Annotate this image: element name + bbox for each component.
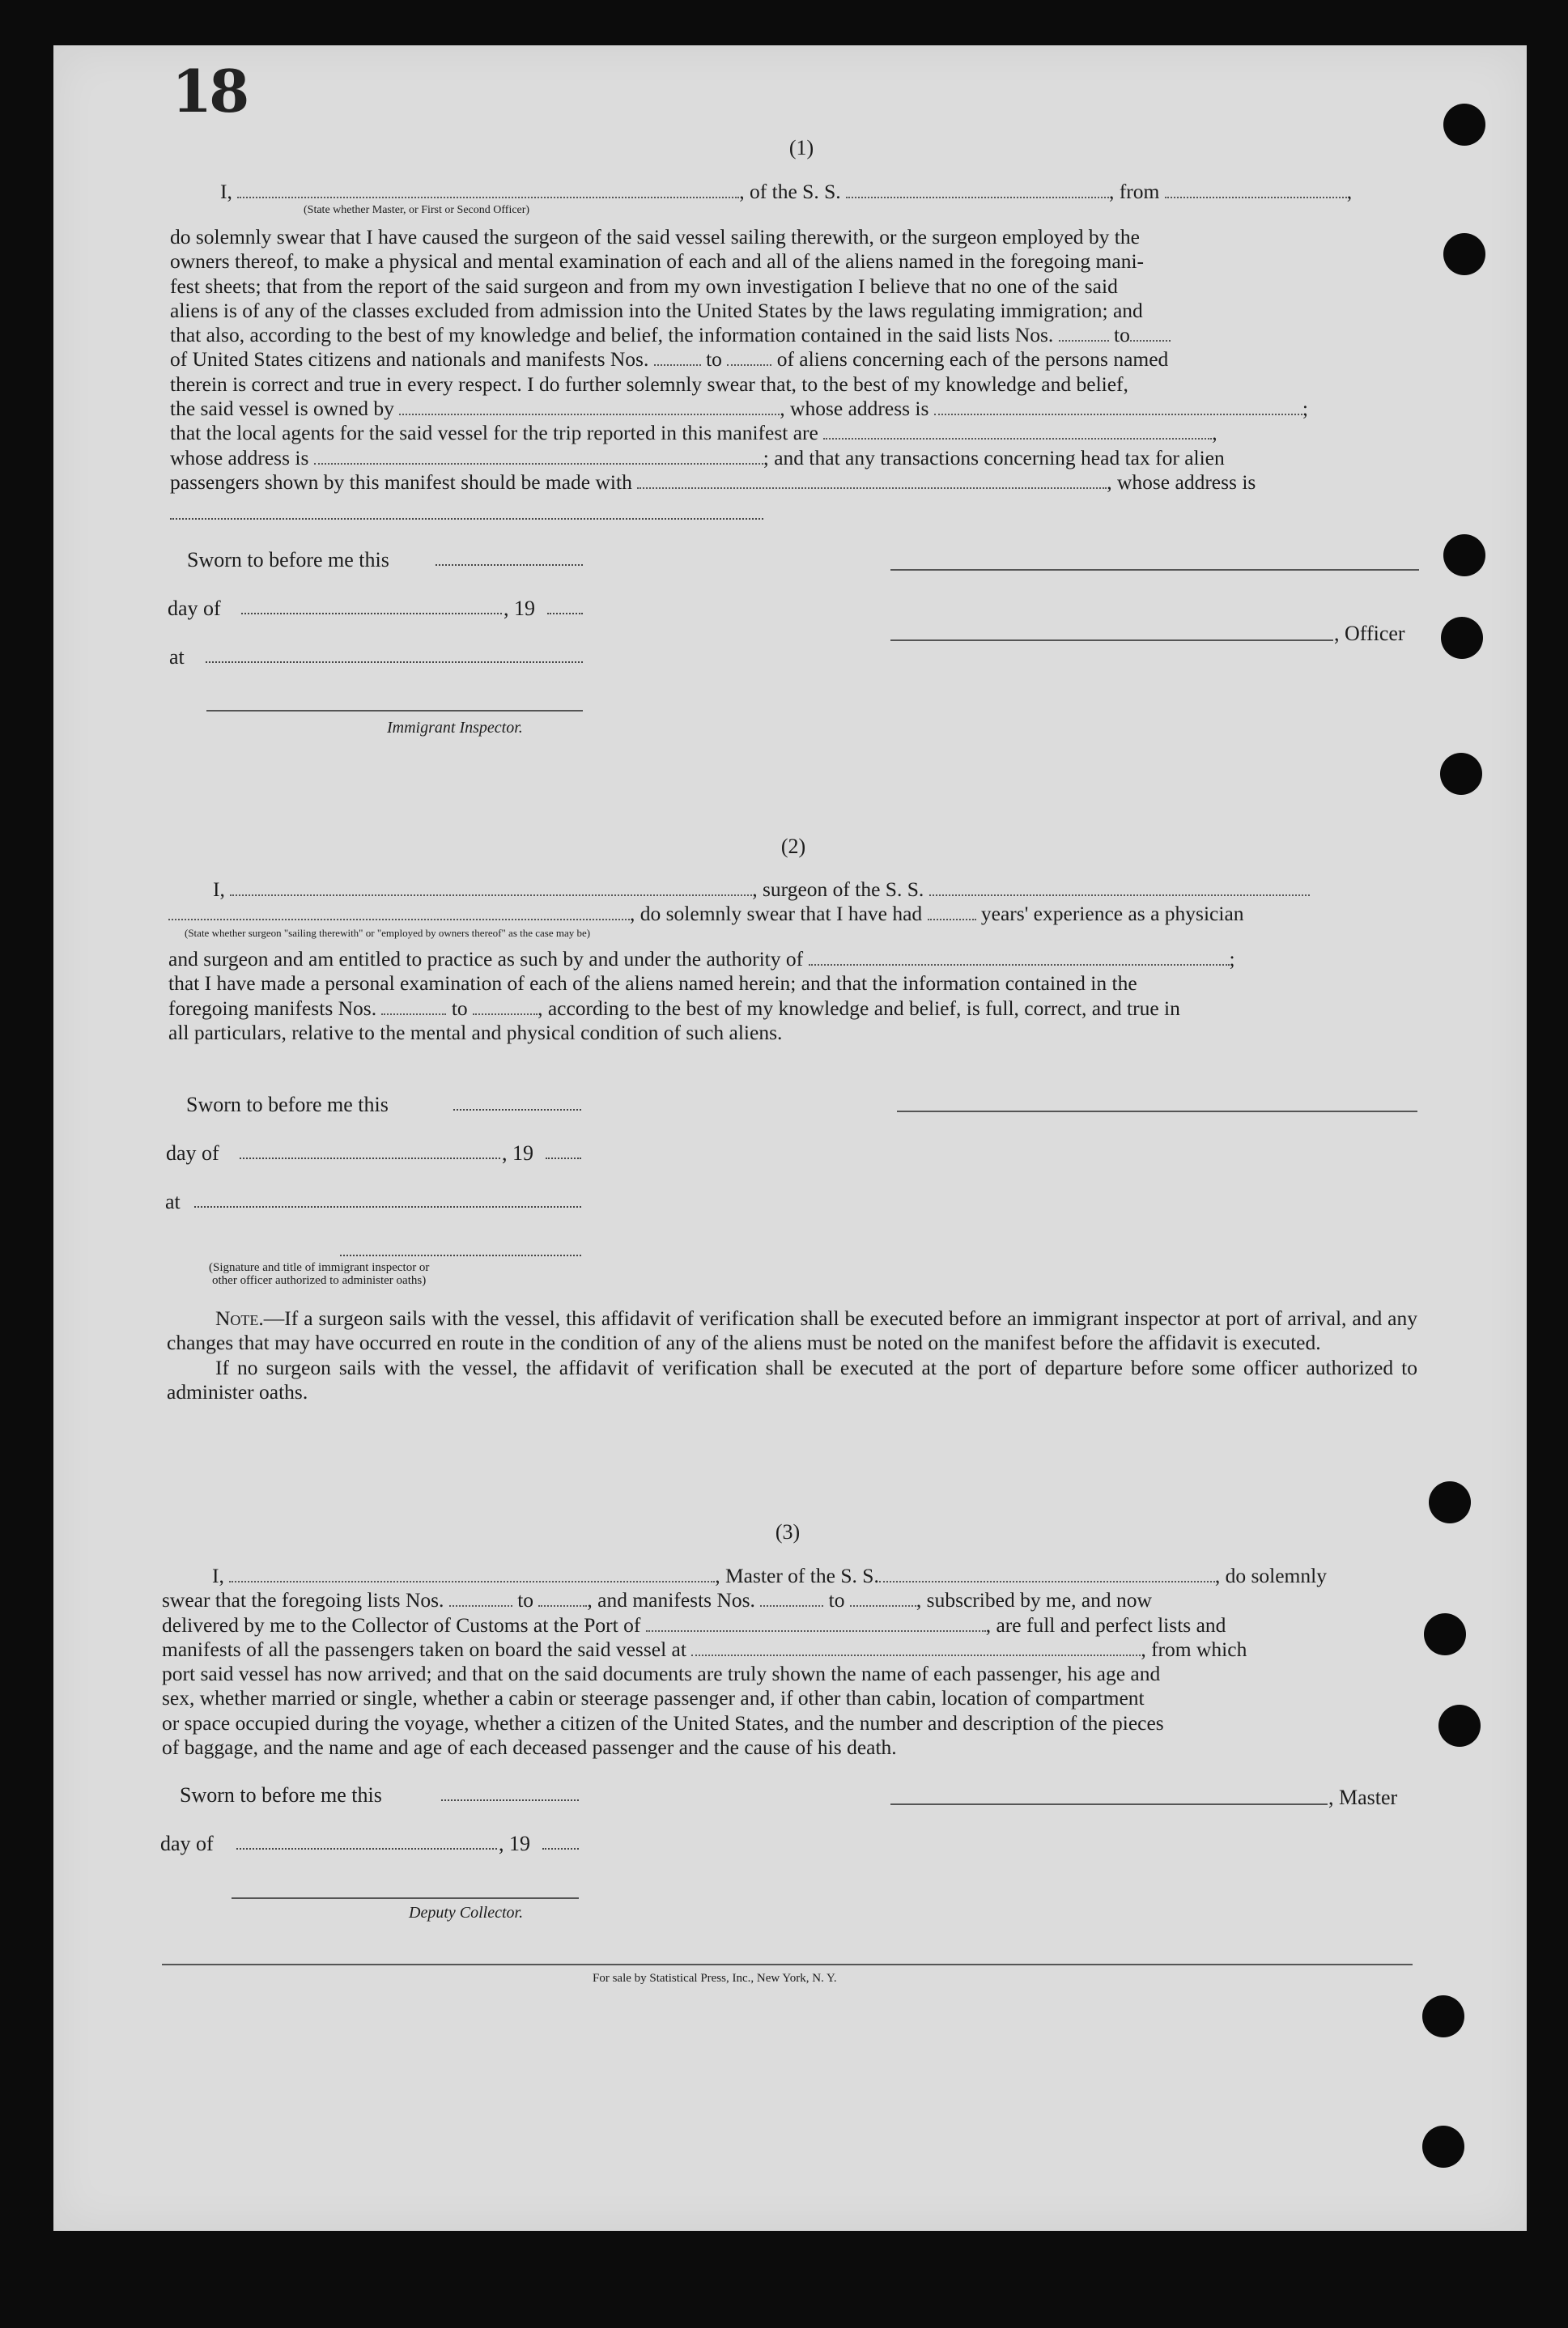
surgeon-signature-line[interactable] (897, 1111, 1417, 1112)
oath-line: do solemnly swear that I have caused the surgeon of the said vessel sailing therewith, or the surgeon employed by the (170, 225, 1140, 249)
day-of-field[interactable] (240, 1158, 500, 1159)
year-field[interactable] (547, 613, 583, 614)
oath-line: port said vessel has now arrived; and that on the said documents are truly shown the name of each passenger, his age and (162, 1662, 1161, 1686)
inspector-signature-line[interactable] (206, 710, 583, 712)
sworn-date-field[interactable] (441, 1799, 579, 1801)
oath-text: , surgeon of the S. S. (752, 877, 924, 901)
officer-name-field[interactable] (237, 182, 739, 198)
oath-text: to (451, 996, 468, 1020)
oath-line: owners thereof, to make a physical and mental examination of each and all of the aliens named in the foregoing mani- (170, 249, 1145, 274)
day-of-field[interactable] (236, 1848, 497, 1850)
at-label: at (169, 645, 185, 669)
punch-hole (1422, 1995, 1464, 2037)
oath-text: the said vessel is owned by (170, 397, 394, 421)
oath-text: that also, according to the best of my knowledge and belief, the information contained in the said lists Nos. (170, 323, 1054, 347)
footer-rule (162, 1964, 1413, 1965)
oath-line (170, 421, 1421, 445)
oath-text: , whose address is (780, 397, 929, 421)
origin-port-field[interactable] (1165, 182, 1347, 198)
oath-line (162, 1613, 1417, 1638)
officer-hint: (State whether Master, or First or Second Officer) (304, 204, 530, 216)
surgeon-capacity-field[interactable] (168, 904, 630, 920)
vessel-name-field[interactable] (846, 182, 1109, 198)
oath-text: , (1212, 421, 1217, 445)
punch-hole (1443, 534, 1485, 576)
authority-field[interactable] (809, 949, 1230, 966)
agents-address-field[interactable] (314, 448, 763, 465)
oath-line (162, 1638, 1417, 1662)
oath-text: of United States citizens and nationals and manifests Nos. (170, 347, 649, 372)
oath-line (170, 397, 1421, 421)
oath-text: I, (212, 1564, 224, 1587)
day-of-label: day of (166, 1141, 219, 1165)
punch-hole (1443, 233, 1485, 275)
oath-line (168, 877, 1419, 902)
punch-hole (1424, 1613, 1466, 1655)
master-signature-line[interactable] (890, 1803, 1328, 1805)
oath-text: foregoing manifests Nos. (168, 996, 377, 1020)
oath-text: years' experience as a physician (980, 902, 1244, 926)
oath-line: that I have made a personal examination of each of the aliens named herein; and that the information contained in the (168, 971, 1137, 996)
punch-hole (1441, 617, 1483, 659)
oath-text: ; (1229, 947, 1235, 971)
oath-text: ; and that any transactions concerning head tax for alien (763, 445, 1225, 469)
section-2-body (168, 947, 1419, 1045)
surgeon-manifests-from-field[interactable] (381, 999, 446, 1015)
day-of-label: day of (160, 1832, 214, 1855)
oath-text: ; (1302, 397, 1308, 421)
section-1-body (170, 225, 1421, 495)
note-text: —If a surgeon sails with the vessel, this affidavit of verification shall be executed before an immigrant inspector at port of arrival, and any changes that may have occurred en route in the condition of any of the aliens must be noted on the manifest before the affidavit is executed. (167, 1306, 1417, 1355)
printer-credit: For sale by Statistical Press, Inc., New York, N. Y. (593, 1972, 837, 1985)
oath-text: , (1346, 180, 1353, 203)
oath-text: to (828, 1588, 845, 1612)
oath-text: and surgeon and am entitled to practice as such by and under the authority of (168, 947, 804, 971)
inspector-caption: Immigrant Inspector. (387, 719, 523, 737)
lists-to-field[interactable] (1130, 325, 1171, 342)
head-tax-party-field[interactable] (637, 473, 1107, 489)
agents-field[interactable] (823, 423, 1212, 440)
oath-line: fest sheets; that from the report of the said surgeon and from my own investigation I believe that no one of the said (170, 274, 1118, 298)
year-label: , 19 (504, 597, 535, 620)
oath-text: manifests of all the passengers taken on board the said vessel at (162, 1637, 686, 1661)
at-field[interactable] (206, 661, 583, 663)
master-manifests-to-field[interactable] (850, 1591, 916, 1607)
years-experience-field[interactable] (928, 904, 976, 920)
oath-text: , do solemnly (1214, 1564, 1327, 1587)
section-2-note (167, 1306, 1417, 1404)
oath-text: , from which (1141, 1637, 1247, 1661)
punch-hole (1440, 753, 1482, 795)
punch-hole (1422, 2126, 1464, 2168)
sworn-label: Sworn to before me this (187, 548, 389, 571)
punch-hole (1443, 104, 1485, 146)
oath-text: , whose address is (1107, 469, 1256, 494)
oath-line: of baggage, and the name and age of each deceased passenger and the cause of his death. (162, 1735, 897, 1760)
year-label: , 19 (502, 1141, 533, 1165)
owner-field[interactable] (399, 399, 780, 415)
sworn-label: Sworn to before me this (186, 1093, 389, 1116)
embarkation-port-field[interactable] (691, 1640, 1141, 1656)
oath-text: to (1114, 323, 1130, 347)
oath-text: to (517, 1588, 534, 1612)
oath-text: of aliens concerning each of the persons named (776, 347, 1169, 372)
inspector-signature-line[interactable] (340, 1255, 581, 1256)
officer-signature-line-2[interactable] (890, 639, 1333, 641)
master-vessel-field[interactable] (879, 1566, 1215, 1582)
oath-text: whose address is (170, 445, 309, 469)
section-1-number: (1) (788, 136, 814, 159)
oath-text: to (706, 347, 722, 372)
note-paragraph-2: If no surgeon sails with the vessel, the affidavit of verification shall be executed at the port of departure before some officer authorized to administer oaths. (167, 1355, 1417, 1404)
owner-address-field[interactable] (934, 399, 1302, 415)
collector-signature-line[interactable] (232, 1897, 579, 1899)
sworn-date-field[interactable] (453, 1109, 581, 1111)
year-field[interactable] (542, 1848, 579, 1850)
master-label: , Master (1328, 1786, 1398, 1809)
at-field[interactable] (194, 1206, 581, 1208)
collector-caption: Deputy Collector. (409, 1904, 524, 1922)
oath-text: I, (220, 180, 232, 203)
oath-text: , and manifests Nos. (587, 1588, 755, 1612)
port-field[interactable] (646, 1616, 986, 1632)
oath-text: , subscribed by me, and now (916, 1588, 1152, 1612)
oath-line (162, 1588, 1417, 1612)
section-3-oath (162, 1564, 1417, 1760)
oath-line (170, 446, 1421, 470)
section-3-number: (3) (775, 1520, 801, 1544)
oath-text: I, (213, 877, 225, 901)
oath-line (168, 902, 1419, 926)
year-label: , 19 (499, 1832, 530, 1855)
master-manifests-from-field[interactable] (760, 1591, 823, 1607)
head-tax-address-field[interactable] (170, 518, 763, 520)
sworn-date-field[interactable] (436, 564, 583, 566)
day-of-label: day of (168, 597, 221, 620)
officer-signature-line-1[interactable] (890, 569, 1419, 571)
oath-text: , are full and perfect lists and (985, 1612, 1226, 1637)
oath-line (170, 470, 1421, 495)
oath-text: passengers shown by this manifest should be made with (170, 469, 632, 494)
surgeon-name-field[interactable] (230, 880, 752, 896)
oath-text: swear that the foregoing lists Nos. (162, 1588, 444, 1612)
surgeon-hint: (State whether surgeon "sailing therewith" or "employed by owners thereof" as the case may be) (185, 927, 591, 939)
master-lists-from-field[interactable] (449, 1591, 512, 1607)
manifests-to-field[interactable] (727, 350, 771, 366)
oath-text: , do solemnly swear that I have had (630, 902, 923, 926)
oath-line (170, 347, 1421, 372)
surgeon-manifests-to-field[interactable] (473, 999, 538, 1015)
punch-hole (1429, 1481, 1471, 1523)
oath-line (162, 1564, 1417, 1588)
oath-text: , of the S. S. (739, 180, 841, 203)
page-number: 18 (172, 57, 247, 125)
signature-hint-2: other officer authorized to administer oaths) (212, 1274, 427, 1287)
oath-text: that the local agents for the said vessel for the trip reported in this manifest are (170, 421, 818, 445)
oath-text: delivered by me to the Collector of Customs at the Port of (162, 1612, 641, 1637)
manifests-from-field[interactable] (654, 350, 701, 366)
lists-from-field[interactable] (1059, 325, 1109, 342)
master-lists-to-field[interactable] (538, 1591, 587, 1607)
oath-line: therein is correct and true in every respect. I do further solemnly swear that, to the best of my knowledge and belief, (170, 372, 1128, 396)
oath-line: or space occupied during the voyage, whether a citizen of the United States, and the number and description of the pieces (162, 1710, 1164, 1735)
master-name-field[interactable] (229, 1566, 715, 1582)
officer-label: , Officer (1334, 622, 1405, 645)
note-paragraph (167, 1306, 1417, 1356)
note-label: Note. (215, 1306, 264, 1330)
oath-line (170, 180, 1421, 204)
day-of-field[interactable] (241, 613, 502, 614)
section-1-oath (170, 180, 1421, 204)
punch-hole (1438, 1705, 1481, 1747)
signature-hint-1: (Signature and title of immigrant inspector or (209, 1261, 430, 1274)
oath-line: aliens is of any of the classes excluded from admission into the United States by the laws regulating immigration; and (170, 298, 1143, 322)
oath-line: all particulars, relative to the mental and physical condition of such aliens. (168, 1020, 783, 1044)
oath-text: , from (1109, 180, 1160, 203)
section-2-oath (168, 877, 1419, 927)
oath-line: sex, whether married or single, whether a cabin or steerage passenger and, if other than cabin, location of compartment (162, 1686, 1145, 1710)
oath-line (170, 323, 1421, 347)
oath-text: , Master of the S. S. (715, 1564, 879, 1587)
sworn-label: Sworn to before me this (180, 1783, 382, 1807)
year-field[interactable] (546, 1158, 581, 1159)
oath-line (168, 947, 1419, 971)
oath-text: , according to the best of my knowledge and belief, is full, correct, and true in (538, 996, 1180, 1020)
surgeon-vessel-field[interactable] (929, 880, 1310, 896)
section-2-number: (2) (780, 835, 806, 858)
oath-line (168, 996, 1419, 1021)
at-label: at (165, 1190, 181, 1213)
